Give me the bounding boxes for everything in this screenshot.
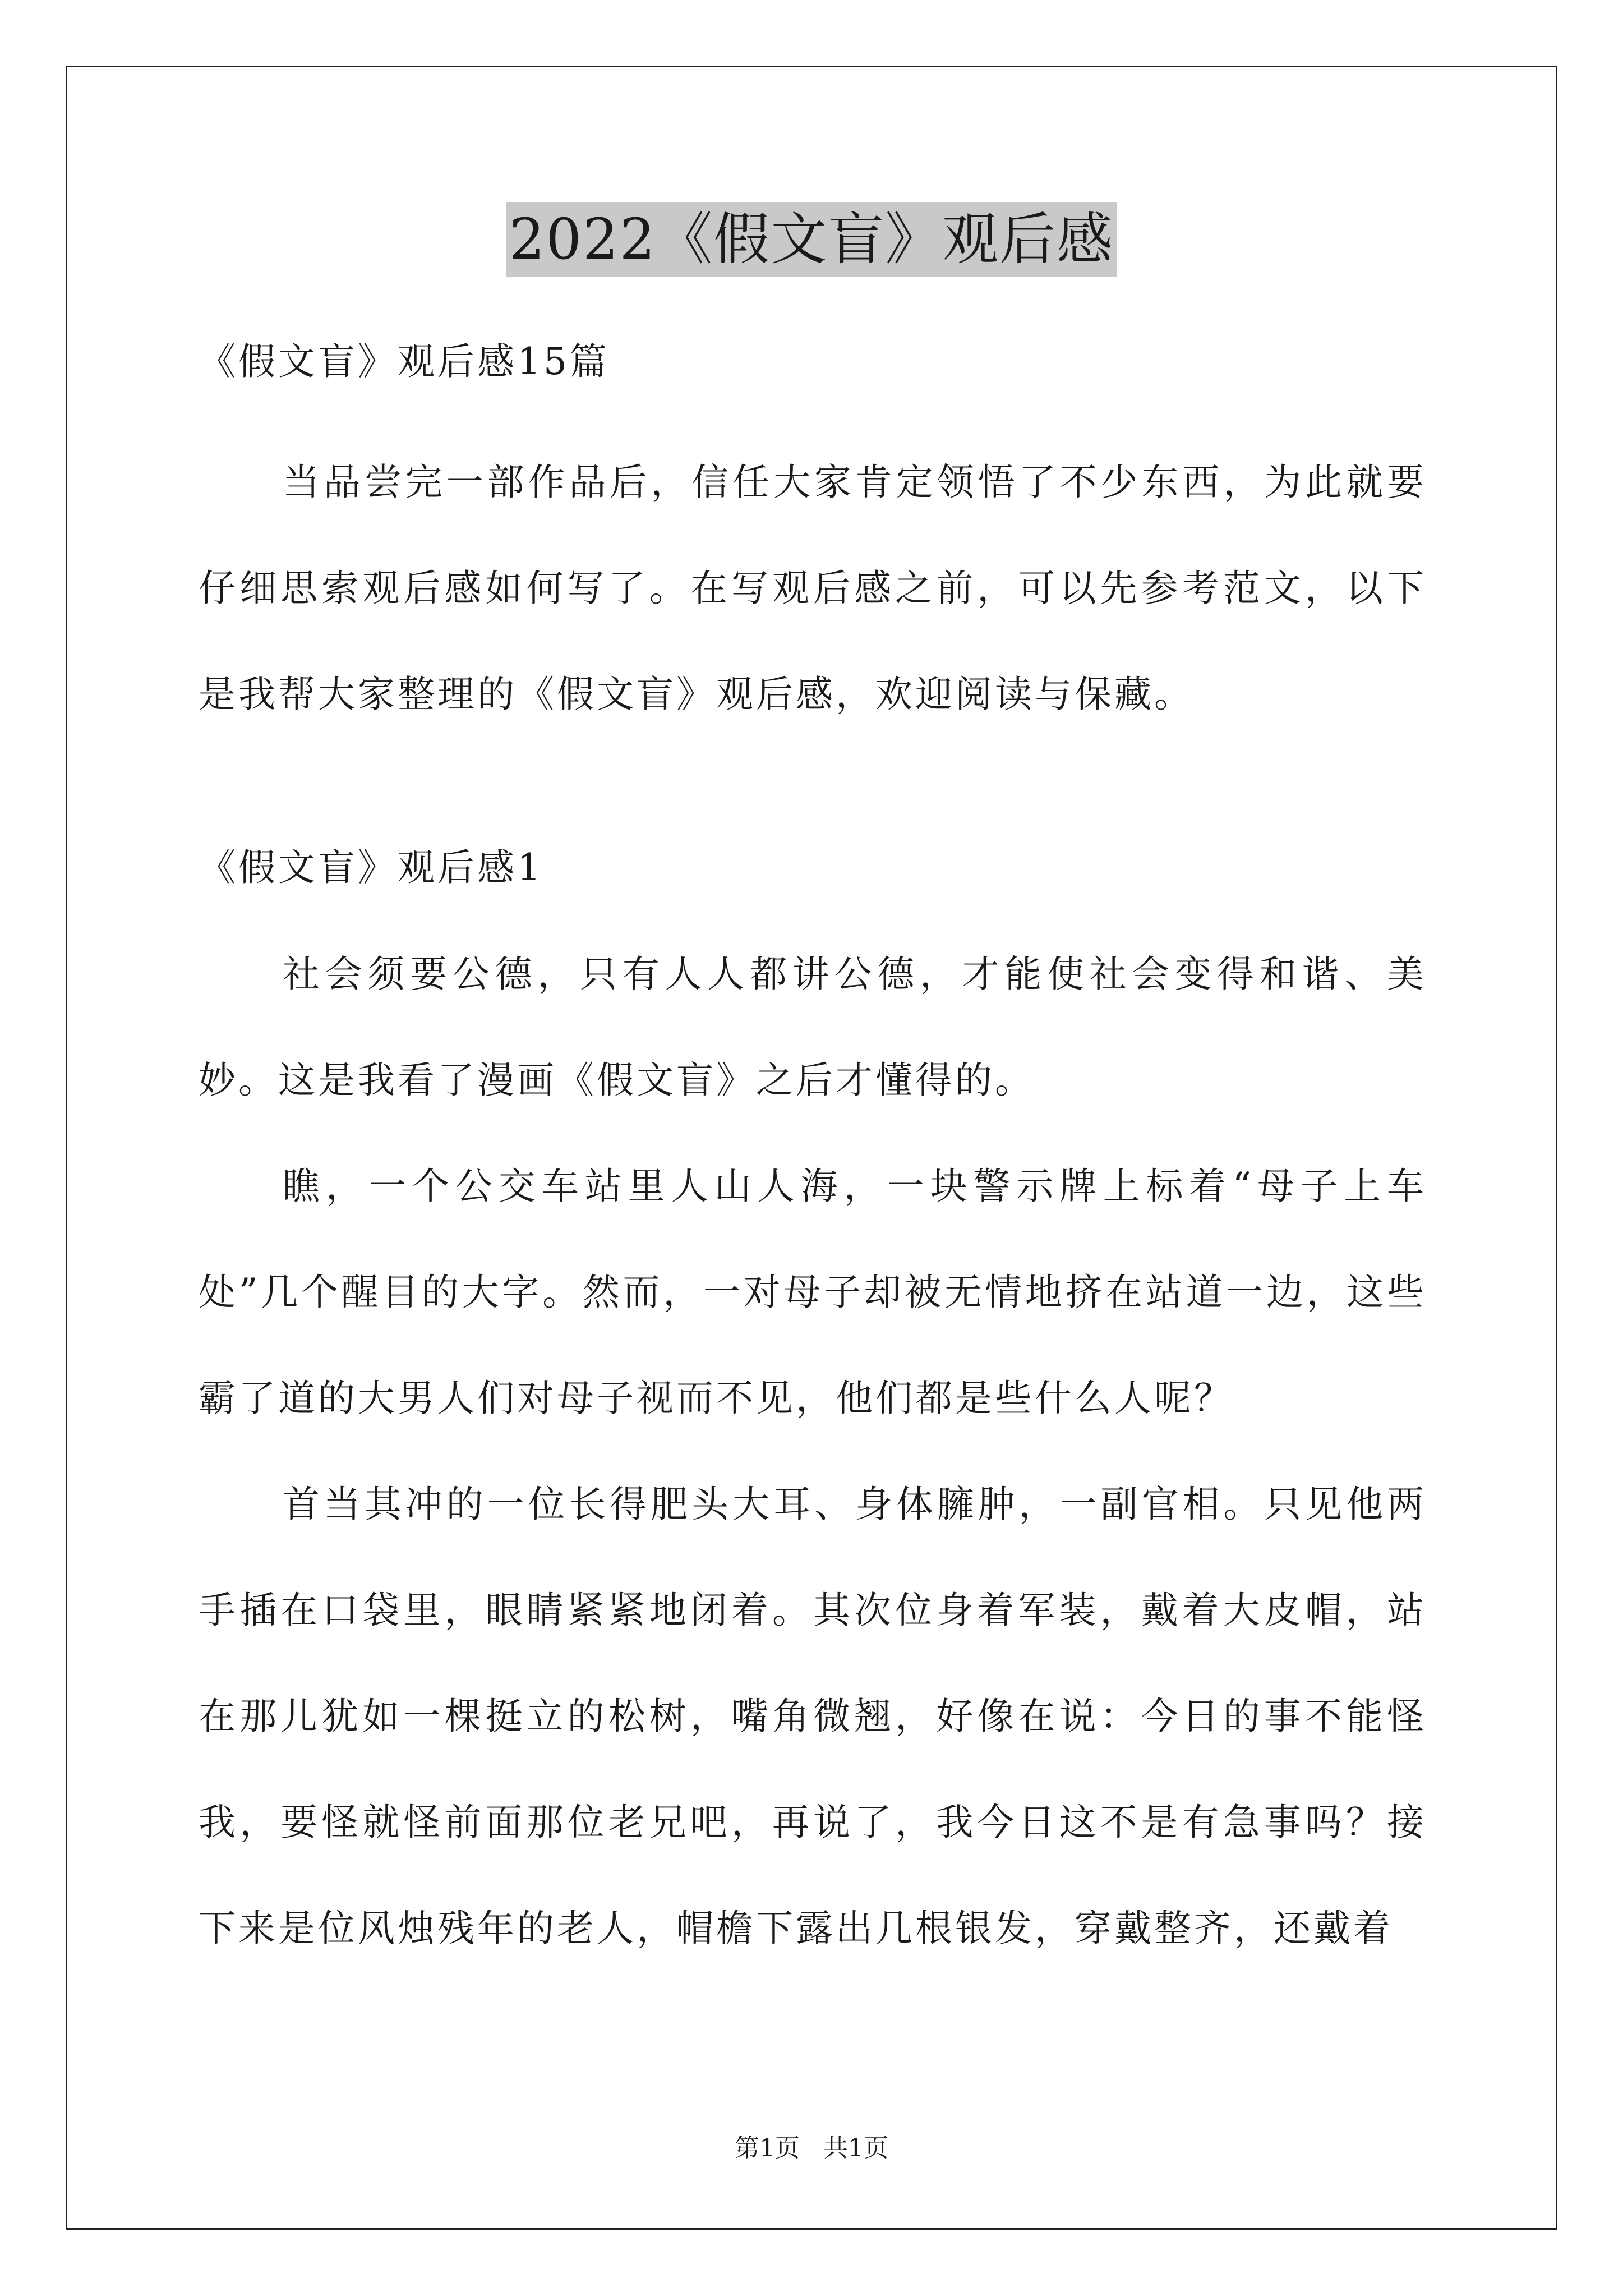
- body-paragraph: 首当其冲的一位长得肥头大耳、身体臃肿，一副官相。只见他两手插在口袋里，眼睛紧紧地闭着。其次位身着军装，戴着大皮帽，站在那儿犹如一棵挺立的松树，嘴角微翘，好像在说：今日的事不能怪我，要怪就怪前面那位老兄吧，再说了，我今日这不是有急事吗？接下来是位风烛残年的老人，帽檐下露出几根银发，穿戴整齐，还戴着: [199, 1483, 1427, 1950]
- intro-paragraph: 当品尝完一部作品后，信任大家肯定领悟了不少东西，为此就要仔细思索观后感如何写了。在写观后感之前，可以先参考范文，以下是我帮大家整理的《假文盲》观后感，欢迎阅读与保藏。: [199, 461, 1427, 716]
- document-title: 2022《假文盲》观后感: [506, 202, 1118, 277]
- document-body: [199, 337, 1427, 1981]
- title-container: [0, 202, 1623, 277]
- body-paragraph: 瞧，一个公交车站里人山人海，一块警示牌上标着“母子上车处”几个醒目的大字。然而，一对母子却被无情地挤在站道一边，这些霸了道的大男人们对母子视而不见，他们都是些什么人呢？: [199, 1165, 1427, 1420]
- page-footer: 第1页 共1页: [735, 2134, 888, 2162]
- document-subtitle: 《假文盲》观后感15篇: [199, 340, 610, 383]
- body-paragraph: 社会须要公德，只有人人都讲公德，才能使社会变得和谐、美妙。这是我看了漫画《假文盲》之后才懂得的。: [199, 953, 1427, 1102]
- section-heading: 《假文盲》观后感1: [199, 846, 543, 889]
